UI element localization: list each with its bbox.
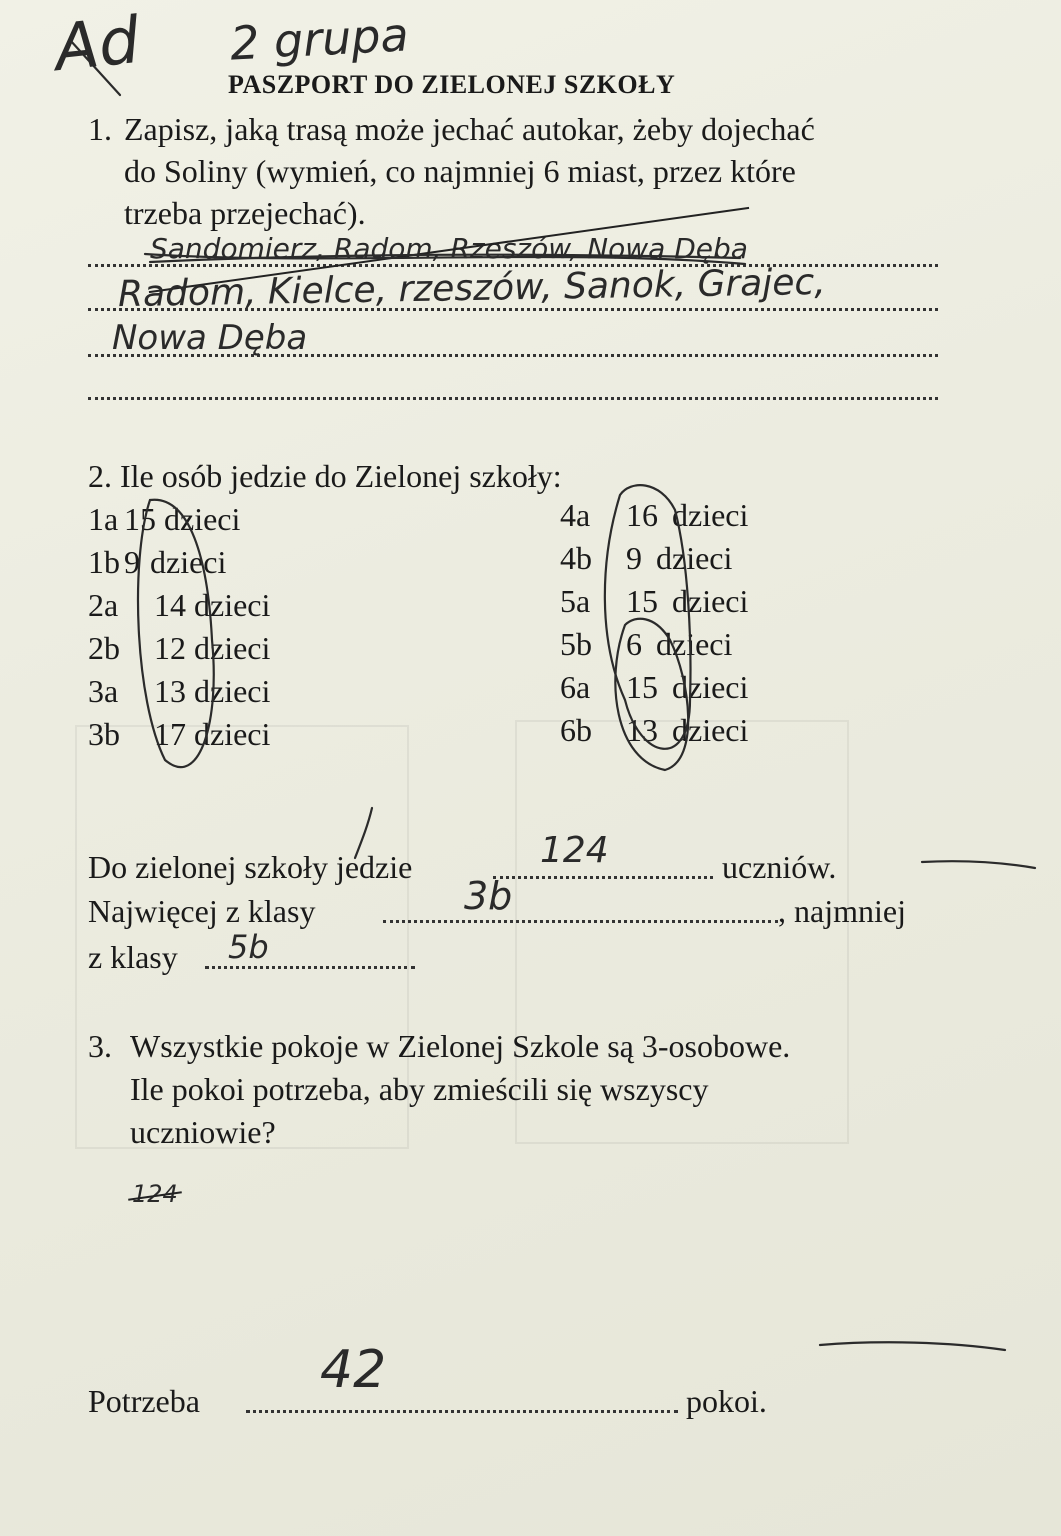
class-label: 2b — [88, 630, 120, 666]
class-label: 5a — [560, 583, 591, 619]
class-label: 5b — [560, 626, 592, 662]
crossed-out-text: 124 — [132, 1180, 178, 1208]
task1-number: 1. — [88, 111, 112, 147]
class-label: 2a — [88, 587, 119, 623]
class-unit: dzieci — [672, 712, 749, 748]
cross-mark — [70, 40, 120, 95]
class-count: 15 — [626, 583, 658, 619]
class-unit: dzieci — [194, 630, 271, 666]
summary-least-prefix: z klasy — [88, 939, 178, 975]
task2-question: 2. Ile osób jedzie do Zielonej szkoły: — [88, 458, 562, 494]
class-label: 4b — [560, 540, 592, 576]
result-unit: pokoi. — [686, 1383, 767, 1419]
class-count: 13 — [626, 712, 658, 748]
class-label: 4a — [560, 497, 591, 533]
class-unit: dzieci — [672, 497, 749, 533]
task3-line2: Ile pokoi potrzeba, aby zmieścili się wszyscy — [130, 1071, 709, 1107]
class-unit: dzieci — [672, 669, 749, 705]
class-count: 17 — [154, 716, 186, 752]
class-unit: dzieci — [194, 716, 271, 752]
class-count: 9 — [626, 540, 642, 576]
class-count: 15 — [124, 501, 156, 537]
class-label: 1a — [88, 501, 119, 537]
task1-line2: do Soliny (wymień, co najmniej 6 miast, przez które — [124, 153, 796, 189]
class-label: 3b — [88, 716, 120, 752]
class-count: 12 — [154, 630, 186, 666]
task3-line3: uczniowie? — [130, 1114, 276, 1150]
class-count: 16 — [626, 497, 658, 533]
class-unit: dzieci — [194, 587, 271, 623]
dash-mark — [922, 861, 1035, 868]
class-count: 13 — [154, 673, 186, 709]
class-count: 15 — [626, 669, 658, 705]
circle-mark — [138, 500, 214, 767]
class-label: 6a — [560, 669, 591, 705]
circle-mark — [615, 619, 688, 770]
corner-note: Ad — [51, 3, 144, 87]
summary-most-label: Najwięcej z klasy — [88, 893, 316, 929]
summary-least-label: , najmniej — [778, 893, 906, 929]
task1-line3: trzeba przejechać). — [124, 195, 366, 231]
page-title: PASZPORT DO ZIELONEJ SZKOŁY — [228, 70, 676, 99]
class-count: 14 — [154, 587, 186, 623]
class-label: 3a — [88, 673, 119, 709]
class-label: 1b — [88, 544, 120, 580]
route-answer-line1: Radom, Kielce, rzeszów, Sanok, Grajec, — [117, 261, 826, 316]
task3-number: 3. — [88, 1028, 112, 1064]
task1-line1: Zapisz, jaką trasą może jechać autokar, żeby dojechać — [124, 111, 815, 147]
most-answer: 3b — [464, 874, 513, 918]
class-unit: dzieci — [656, 626, 733, 662]
class-label: 6b — [560, 712, 592, 748]
route-answer-line2: Nowa Dęba — [112, 318, 308, 358]
dash-mark — [820, 1342, 1005, 1350]
total-answer: 124 — [540, 830, 609, 871]
class-count: 6 — [626, 626, 642, 662]
class-unit: dzieci — [150, 544, 227, 580]
class-unit: dzieci — [194, 673, 271, 709]
crossed-out-text: Sandomierz, Radom, Rzeszów, Nowa Dęba — [150, 232, 748, 265]
group-note: 2 grupa — [228, 7, 410, 71]
summary-total-label: Do zielonej szkoły jedzie — [88, 849, 413, 885]
class-unit: dzieci — [656, 540, 733, 576]
rooms-answer: 42 — [320, 1340, 387, 1400]
class-unit: dzieci — [164, 501, 241, 537]
class-unit: dzieci — [672, 583, 749, 619]
least-answer: 5b — [228, 928, 269, 966]
class-count: 9 — [124, 544, 140, 580]
task3-line1: Wszystkie pokoje w Zielonej Szkole są 3-osobowe. — [130, 1028, 791, 1064]
tick-mark — [355, 808, 372, 858]
summary-total-unit: uczniów. — [722, 849, 837, 885]
result-label: Potrzeba — [88, 1383, 200, 1419]
